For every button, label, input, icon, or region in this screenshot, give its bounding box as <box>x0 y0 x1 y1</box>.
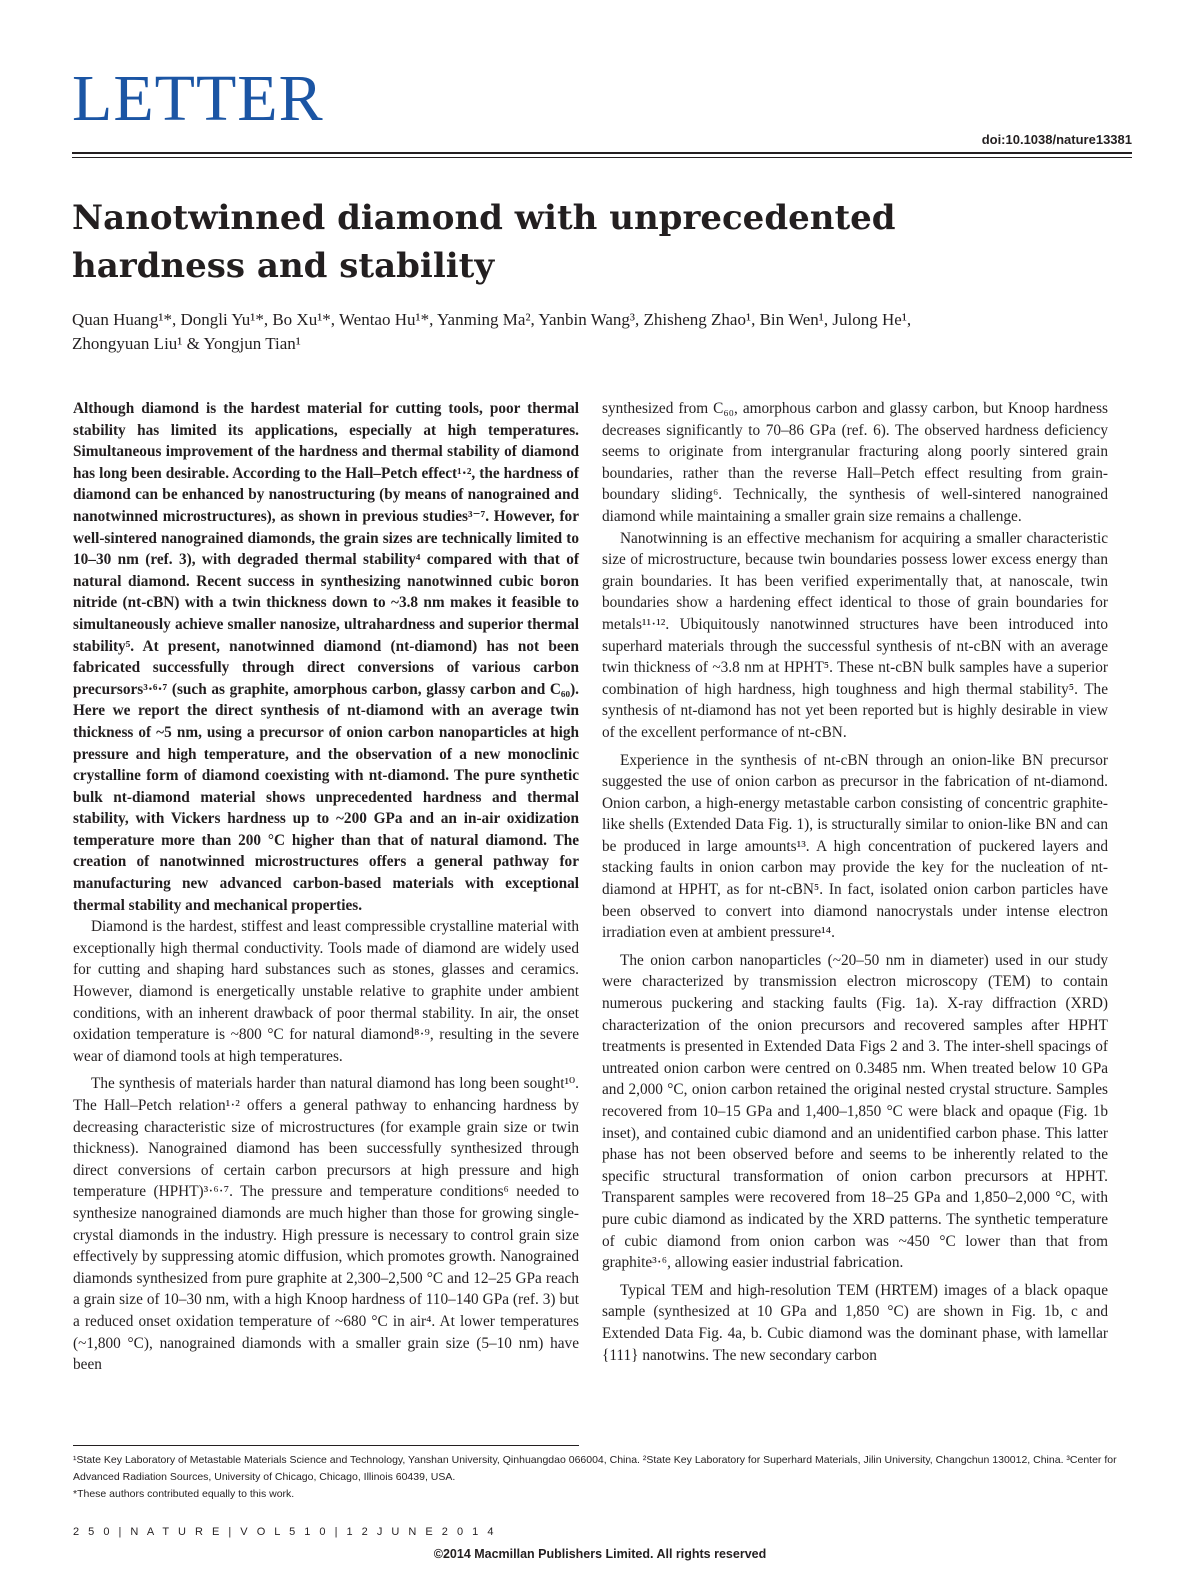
left-column <box>73 398 579 1376</box>
article-title: Nanotwinned diamond with unprecedented hardness and stability <box>72 198 896 286</box>
doi-label[interactable]: doi:10.1038/nature13381 <box>981 132 1132 147</box>
body-paragraph: Diamond is the hardest, stiffest and least compressible crystalline material with exceptionally high thermal conductivity. Tools made of diamond are widely used for cutting and shaping hard substances such as stones, glasses and ceramics. However, diamond is energetically unstable relative to graphite under ambient conditions, with an inherent drawback of poor thermal stability. In air, the onset oxidation temperature is ~800 °C for natural diamond⁸·⁹, resulting in the severe wear of diamond tools at high temperatures. <box>73 918 579 1065</box>
letter-banner: LETTER <box>72 62 324 135</box>
equal-contribution-note: *These authors contributed equally to this work. <box>73 1488 295 1500</box>
footnote-rule <box>73 1445 579 1446</box>
body-paragraph: The onion carbon nanoparticles (~20–50 nm in diameter) used in our study were characterized by transmission electron microscopy (TEM) to contain numerous puckering and stacking faults (Fig. 1a). X-ray diffraction (XRD) characterization of the onion precursors and recovered samples after HPHT treatments is presented in Extended Data Figs 2 and 3. The inter-shell spacings of untreated onion carbon were centred on 0.3485 nm. When treated below 10 GPa and 2,000 °C, onion carbon retained the original nested crystal structure. Samples recovered from 10–15 GPa and 1,400–1,850 °C were black and opaque (Fig. 1b inset), and contained cubic diamond and an unidentified carbon phase. This latter phase has not been observed before and seems to be inherently related to the specific structural transformation of onion carbon precursors at HPHT. Transparent samples were recovered from 18–25 GPa and 1,850–2,000 °C, with pure cubic diamond as indicated by the XRD patterns. The synthetic temperature of cubic diamond from onion carbon was ~450 °C lower than that from graphite³·⁶, allowing easier industrial fabrication. <box>602 951 1108 1272</box>
copyright-notice: ©2014 Macmillan Publishers Limited. All rights reserved <box>433 1547 767 1561</box>
affiliations: ¹State Key Laboratory of Metastable Materials Science and Technology, Yanshan University, Qinhuangdao 066004, China. ²State Key Laboratory for Superhard Materials, Jilin University, Changchun 130012, China. ³Center for Advanced Radiation Sources, University of Chicago, Chicago, Illinois 60439, USA. <box>73 1454 1117 1483</box>
abstract: Although diamond is the hardest material for cutting tools, poor thermal stability has limited its applications, especially at high temperatures. Simultaneous improvement of the hardness and thermal stability of diamond has long been desirable. According to the Hall–Petch effect¹·², the hardness of diamond can be enhanced by nanostructuring (by means of nanograined and nanotwinned microstructures), as shown in previous studies³⁻⁷. However, for well-sintered nanograined diamonds, the grain sizes are technically limited to 10–30 nm (ref. 3), with degraded thermal stability⁴ compared with that of natural diamond. Recent success in synthesizing nanotwinned cubic boron nitride (nt-cBN) with a twin thickness down to ~3.8 nm makes it feasible to simultaneously achieve smaller nanosize, ultrahardness and superior thermal stability⁵. At present, nanotwinned diamond (nt-diamond) has not been fabricated successfully through direct conversions of various carbon precursors³·⁶·⁷ (such as graphite, amorphous carbon, glassy carbon and C₆₀). Here we report the direct synthesis of nt-diamond with an average twin thickness of ~5 nm, using a precursor of onion carbon nanoparticles at high pressure and high temperature, and the observation of a new monoclinic crystalline form of diamond coexisting with nt-diamond. The pure synthetic bulk nt-diamond material shows unprecedented hardness and thermal stability, with Vickers hardness up to ~200 GPa and an in-air oxidization temperature more than 200 °C higher than that of natural diamond. The creation of nanotwinned microstructures offers a general pathway for manufacturing new advanced carbon-based materials with exceptional thermal stability and mechanical properties. <box>73 400 579 914</box>
body-paragraph: Experience in the synthesis of nt-cBN through an onion-like BN precursor suggested the use of onion carbon as precursor in the fabrication of nt-diamond. Onion carbon, a high-energy metastable carbon consisting of concentric graphite-like shells (Extended Data Fig. 1), is structurally similar to onion-like BN and can be produced in large amounts¹³. A high concentration of puckered layers and stacking faults in onion carbon may provide the key for the nucleation of nt-diamond at HPHT, as for nt-cBN⁵. In fact, isolated onion carbon particles have been observed to convert into diamond nanocrystals under intense electron irradiation even at ambient pressure¹⁴. <box>602 751 1108 942</box>
page-footer: 2 5 0 | N A T U R E | V O L 5 1 0 | 1 2 J U N E 2 0 1 4 <box>73 1526 497 1538</box>
authors-line-1: Quan Huang¹*, Dongli Yu¹*, Bo Xu¹*, Wentao Hu¹*, Yanming Ma², Yanbin Wang³, Zhisheng Zhao¹, Bin Wen¹, Julong He¹, <box>72 310 912 329</box>
body-paragraph: Nanotwinning is an effective mechanism for acquiring a smaller characteristic size of microstructure, because twin boundaries possess lower excess energy than grain boundaries. It has been verified experimentally that, at nanoscale, twin boundaries show a hardening effect identical to those of grain boundaries for metals¹¹·¹². Ubiquitously nanotwinned structures have been introduced into superhard materials through the successful synthesis of nt-cBN with an average twin thickness of ~3.8 nm at HPHT⁵. These nt-cBN bulk samples have a superior combination of high hardness, high toughness and high thermal stability⁵. The synthesis of nt-diamond has not yet been reported but is highly desirable in view of the excellent performance of nt-cBN. <box>602 529 1108 741</box>
header-rule-thin <box>72 157 1132 158</box>
author-list <box>72 308 1132 356</box>
body-paragraph: synthesized from C₆₀, amorphous carbon and glassy carbon, but Knoop hardness decreases significantly to 70–86 GPa (ref. 6). The observed hardness deficiency seems to originate from intergranular fracturing along poorly sintered grain boundaries, rather than the reverse Hall–Petch effect resulting from grain-boundary sliding⁶. Technically, the synthesis of well-sintered nanograined diamond while maintaining a smaller grain size remains a challenge. <box>602 400 1108 525</box>
authors-line-2: Zhongyuan Liu¹ & Yongjun Tian¹ <box>72 334 301 353</box>
body-paragraph: Typical TEM and high-resolution TEM (HRTEM) images of a black opaque sample (synthesized at 10 GPa and 1,850 °C) are shown in Fig. 1b, c and Extended Data Fig. 4a, b. Cubic diamond was the dominant phase, with lamellar {111} nanotwins. The new secondary carbon <box>602 1281 1108 1364</box>
header-rule-thick <box>72 152 1132 154</box>
body-paragraph: The synthesis of materials harder than natural diamond has long been sought¹⁰. The Hall–Petch relation¹·² offers a general pathway to enhancing hardness by decreasing characteristic size of microstructures (for example grain size or twin thickness). Nanograined diamond has been successfully synthesized through direct conversions of certain carbon precursors at high pressure and high temperature (HPHT)³·⁶·⁷. The pressure and temperature conditions⁶ needed to synthesize nanograined diamonds are much higher than those for growing single-crystal diamonds in the industry. High pressure is necessary to control grain size effectively by suppressing atomic diffusion, which promotes growth. Nanograined diamonds synthesized from pure graphite at 2,300–2,500 °C and 12–25 GPa reach a grain size of 10–30 nm, with a high Knoop hardness of 110–140 GPa (ref. 3) but a reduced onset oxidation temperature of ~680 °C in air⁴. At lower temperatures (~1,800 °C), nanograined diamonds with a smaller grain size (5–10 nm) have been <box>73 1075 579 1374</box>
footnotes <box>73 1452 1123 1503</box>
right-column <box>602 398 1108 1366</box>
